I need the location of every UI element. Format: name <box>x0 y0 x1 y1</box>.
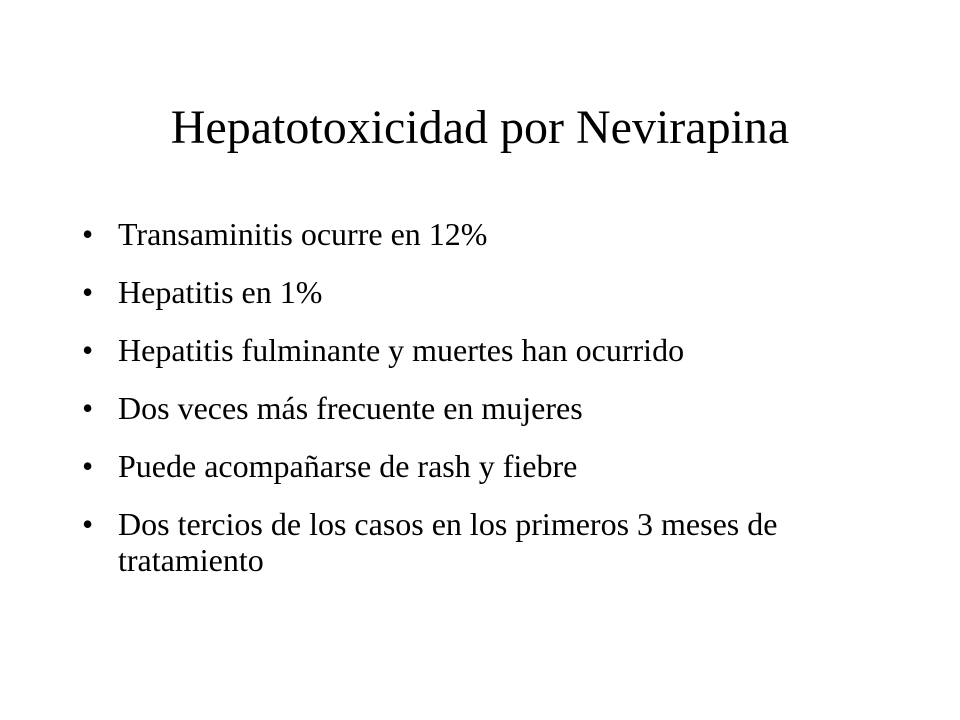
bullet-text: Puede acompañarse de rash y fiebre <box>118 448 578 484</box>
bullet-item <box>80 390 900 426</box>
bullet-dot-icon: • <box>82 332 94 368</box>
bullet-text: Dos tercios de los casos en los primeros 3 meses de tratamiento <box>118 506 778 578</box>
bullet-text: Hepatitis fulminante y muertes han ocurrido <box>118 332 685 368</box>
bullet-item <box>80 216 900 252</box>
bullet-item <box>80 274 900 310</box>
bullet-dot-icon: • <box>82 448 94 484</box>
bullet-item <box>80 448 900 484</box>
bullet-dot-icon: • <box>82 506 94 542</box>
bullet-item <box>80 332 900 368</box>
bullet-item <box>80 506 900 578</box>
bullet-text: Dos veces más frecuente en mujeres <box>118 390 583 426</box>
bullet-list <box>80 216 900 600</box>
bullet-text: Hepatitis en 1% <box>118 274 323 310</box>
slide-title: Hepatotoxicidad por Nevirapina <box>170 101 790 154</box>
bullet-text: Transaminitis ocurre en 12% <box>118 216 488 252</box>
bullet-dot-icon: • <box>82 390 94 426</box>
bullet-dot-icon: • <box>82 216 94 252</box>
bullet-dot-icon: • <box>82 274 94 310</box>
